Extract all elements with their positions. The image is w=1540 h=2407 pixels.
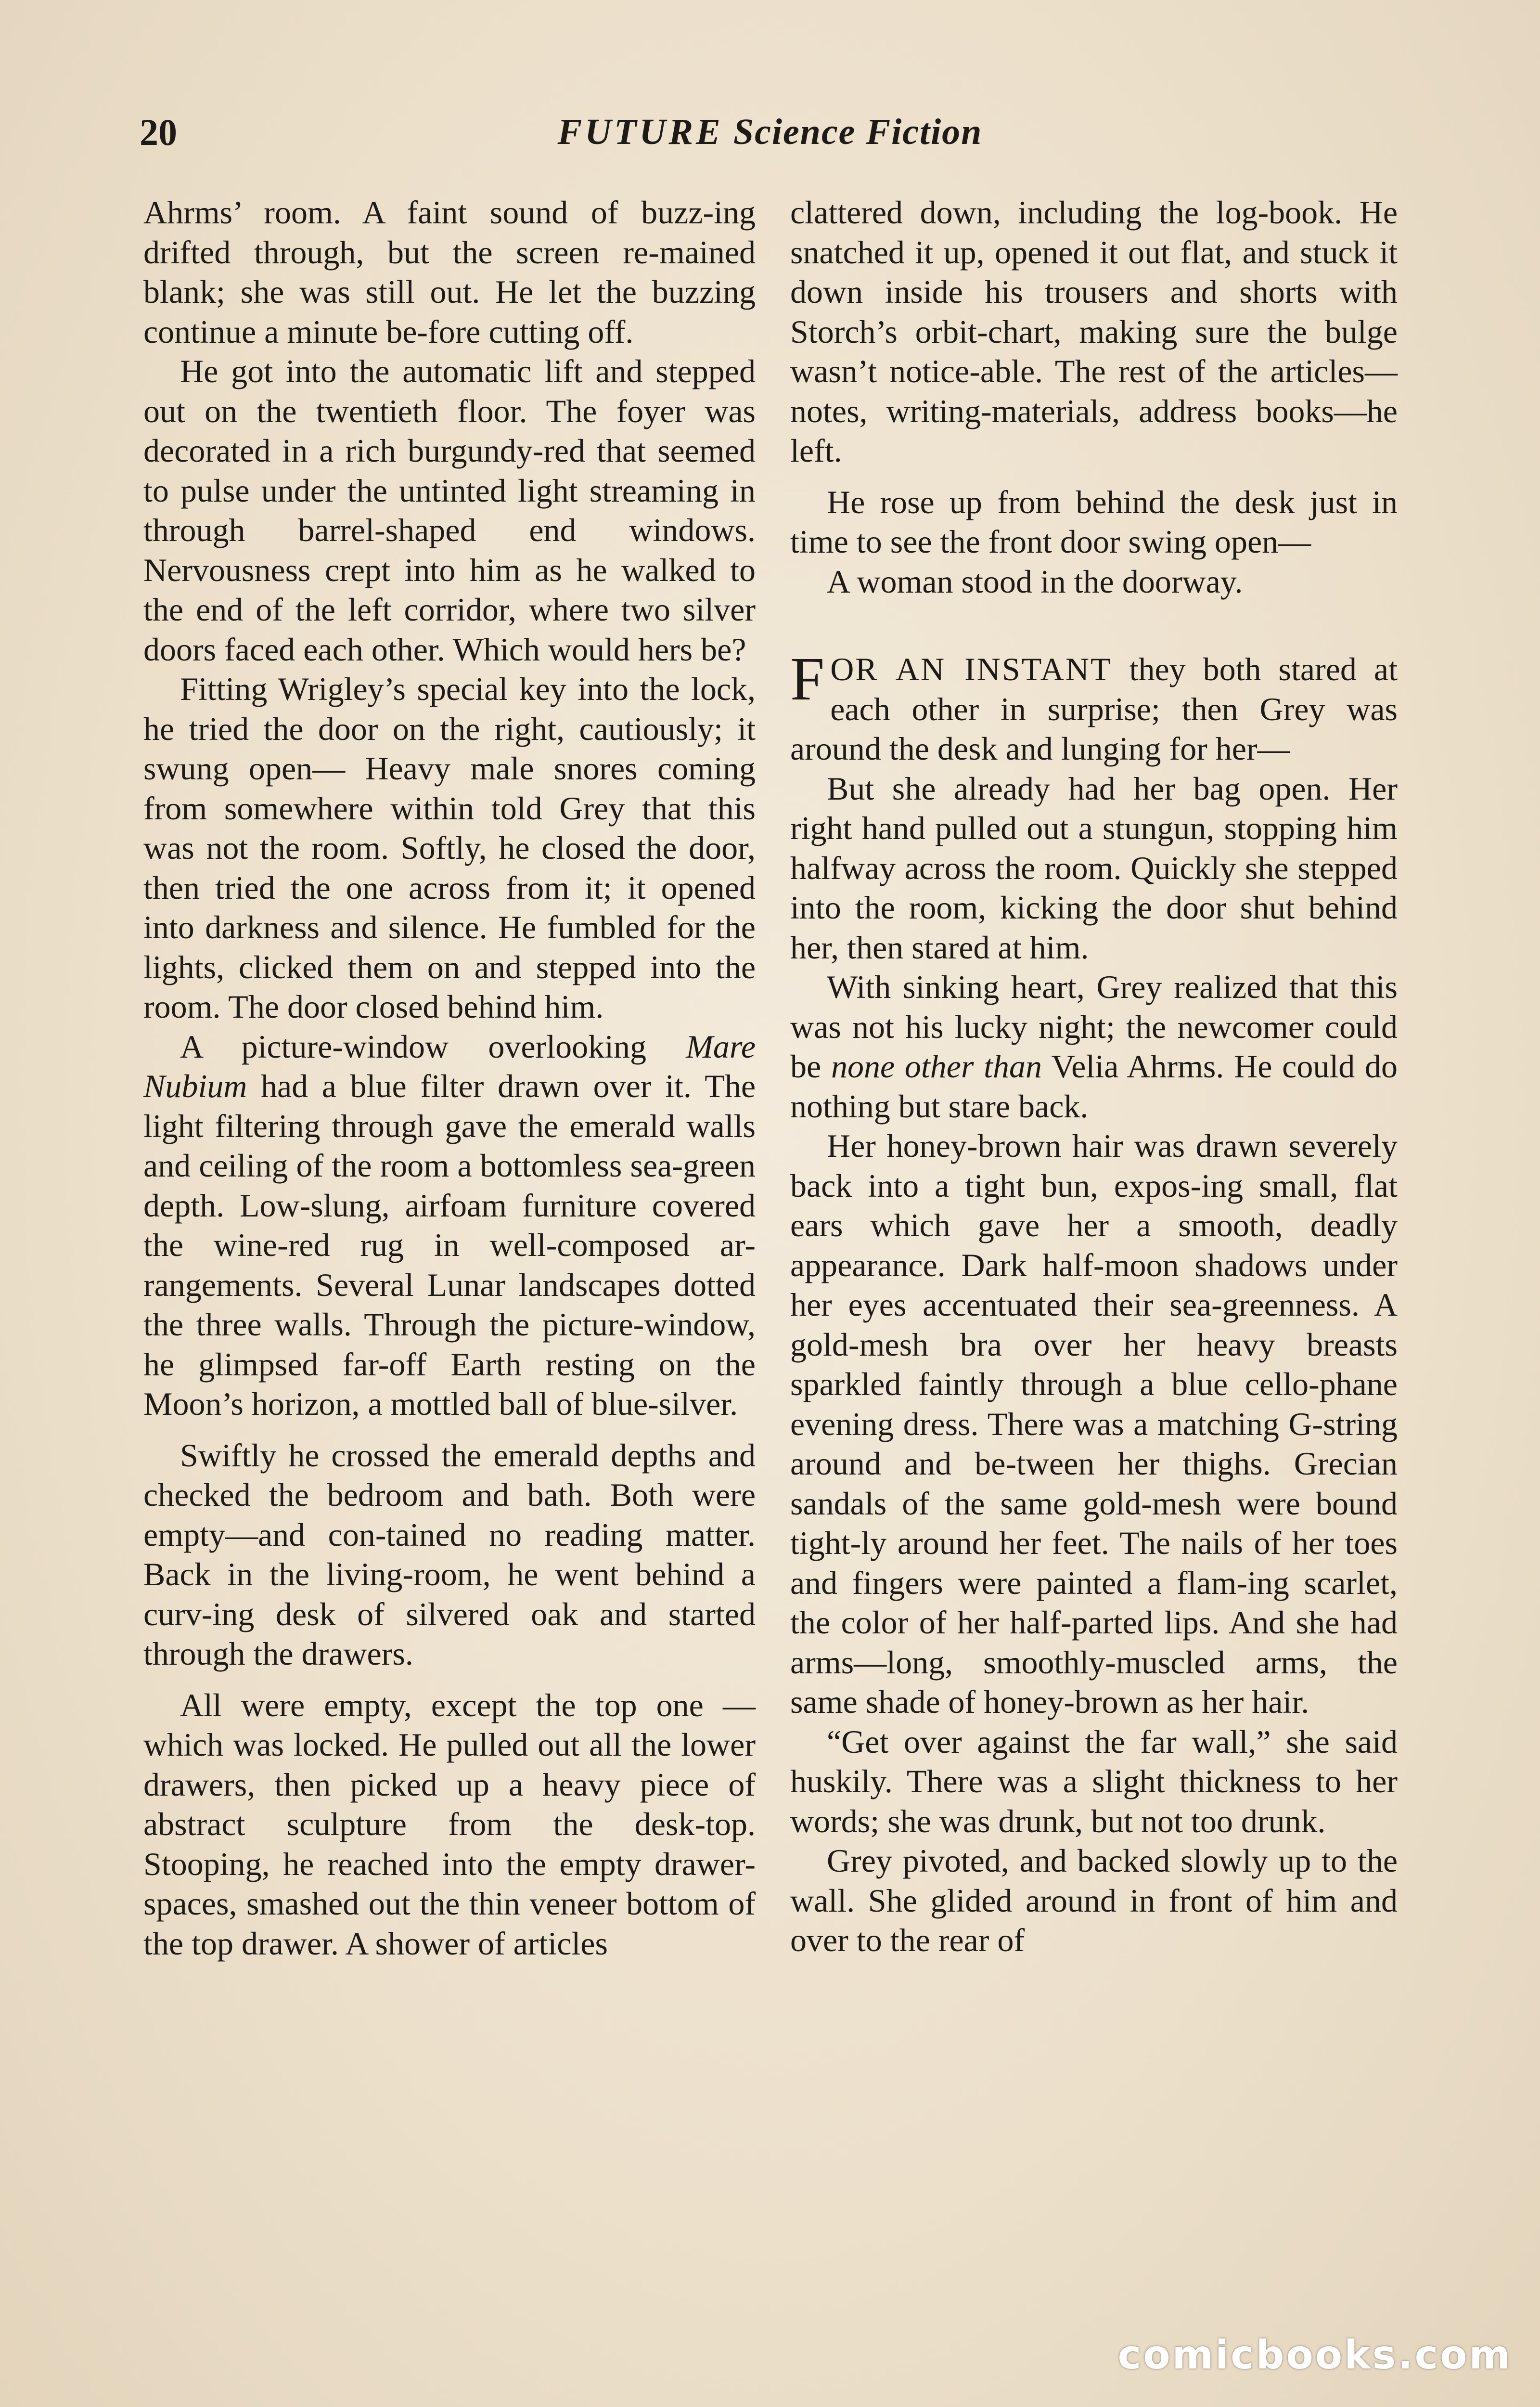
drop-cap: F <box>790 645 825 713</box>
italic-place-name: Mare Nubium <box>143 1028 756 1104</box>
paragraph <box>790 967 1398 1126</box>
paragraph: But she already had her bag open. Her right hand pulled out a stungun, stopping him halfway across the room. Quickly she stepped into the room, kicking the door shut behind her, then stared at him. <box>790 770 1398 966</box>
paragraph: Her honey-brown hair was drawn severely back into a tight bun, expos-ing small, flat ears which gave her a smooth, deadly appearance. Dark half-moon shadows under her eyes accentuated their sea-greenness. A gold-mesh bra over her heavy breasts sparkled faintly through a blue cello-phane evening dress. There was a matching G-string around and be-tween her thighs. Grecian sandals of the same gold-mesh were bound tight-ly around her feet. The nails of her toes and fingers were painted a flam-ing scarlet, the color of her half-parted lips. And she had arms—long, smoothly-muscled arms, the same shade of honey-brown as her hair. <box>790 1127 1398 1720</box>
page-number: 20 <box>140 111 177 153</box>
paragraph: A woman stood in the doorway. <box>827 563 1243 600</box>
italic-phrase: none other than <box>831 1048 1042 1085</box>
paragraph: All were empty, except the top one —which was locked. He pulled out all the lower drawers, then picked up a heavy piece of abstract sculpture from the desk-top. Stooping, he reached into the empty drawer-spaces, smashed out the thin veneer bottom of the top drawer. A shower of articles <box>143 1686 756 1962</box>
right-column <box>790 193 1398 1960</box>
paragraph: clattered down, including the log-book. He snatched it up, opened it out flat, and stuck it down inside his trousers and shorts with Storch’s orbit-chart, making sure the bulge wasn’t notice-able. The rest of the articles—notes, writing-materials, address books—he left. <box>790 194 1398 469</box>
text-run: Velia Ahrms. He could do nothing but stare back. <box>790 1048 1398 1125</box>
text-run: With sinking heart, Grey realized that this was not his lucky night; the newcomer could be <box>790 969 1398 1085</box>
paragraph: Fitting Wrigley’s special key into the lock, he tried the door on the right, cautiously; it swung open— Heavy male snores coming from somewhere within told Grey that this was not the room. Softly, he closed the door, then tried the one across from it; it opened into darkness and silence. He fumbled for the lights, clicked them on and stepped into the room. The door closed behind him. <box>143 671 756 1025</box>
text-run: A picture-window overlooking <box>180 1028 686 1065</box>
paragraph: He got into the automatic lift and stepped out on the twentieth floor. The foyer was decorated in a rich burgundy-red that seemed to pulse under the untinted light streaming in through barrel-shaped end windows. Nervousness crept into him as he walked to the end of the left corridor, where two silver doors faced each other. Which would hers be? <box>143 353 756 668</box>
site-watermark: comicbooks.com <box>1117 2332 1512 2378</box>
paragraph: “Get over against the far wall,” she said huskily. There was a slight thickness to her words; she was drunk, but not too drunk. <box>790 1723 1398 1839</box>
small-caps-lead: OR AN INSTANT <box>830 651 1112 687</box>
section-opening-paragraph <box>790 645 1398 769</box>
text-run: they both stared at each other in surprise; then Grey was around the desk and lunging for her— <box>790 651 1398 767</box>
running-head <box>0 111 1540 153</box>
left-column <box>143 193 756 1963</box>
paragraph <box>143 1027 756 1424</box>
paragraph: Swiftly he crossed the emerald depths and checked the bedroom and bath. Both were empty—and con-tained no reading matter. Back in the living-room, he went behind a curv-ing desk of silvered oak and started through the drawers. <box>143 1436 756 1672</box>
paragraph: Ahrms’ room. A faint sound of buzz-ing drifted through, but the screen re-mained blank; she was still out. He let the buzzing continue a minute be-fore cutting off. <box>143 194 756 350</box>
text-run: had a blue filter drawn over it. The light filtering through gave the emerald walls and ceiling of the room a bottomless sea-green depth. Low-slung, airfoam furniture covered the wine-red rug in well-composed ar-rangements. Several Lunar landscapes dotted the three walls. Through the picture-window, he glimpsed far-off Earth resting on the Moon’s horizon, a mottled ball of blue-silver. <box>143 1068 756 1422</box>
magazine-title: FUTURE <box>557 112 723 152</box>
paragraph: He rose up from behind the desk just in time to see the front door swing open— <box>790 483 1398 560</box>
magazine-subtitle: Science Fiction <box>733 112 983 152</box>
paragraph: Grey pivoted, and backed slowly up to the wall. She glided around in front of him and over to the rear of <box>790 1842 1398 1958</box>
